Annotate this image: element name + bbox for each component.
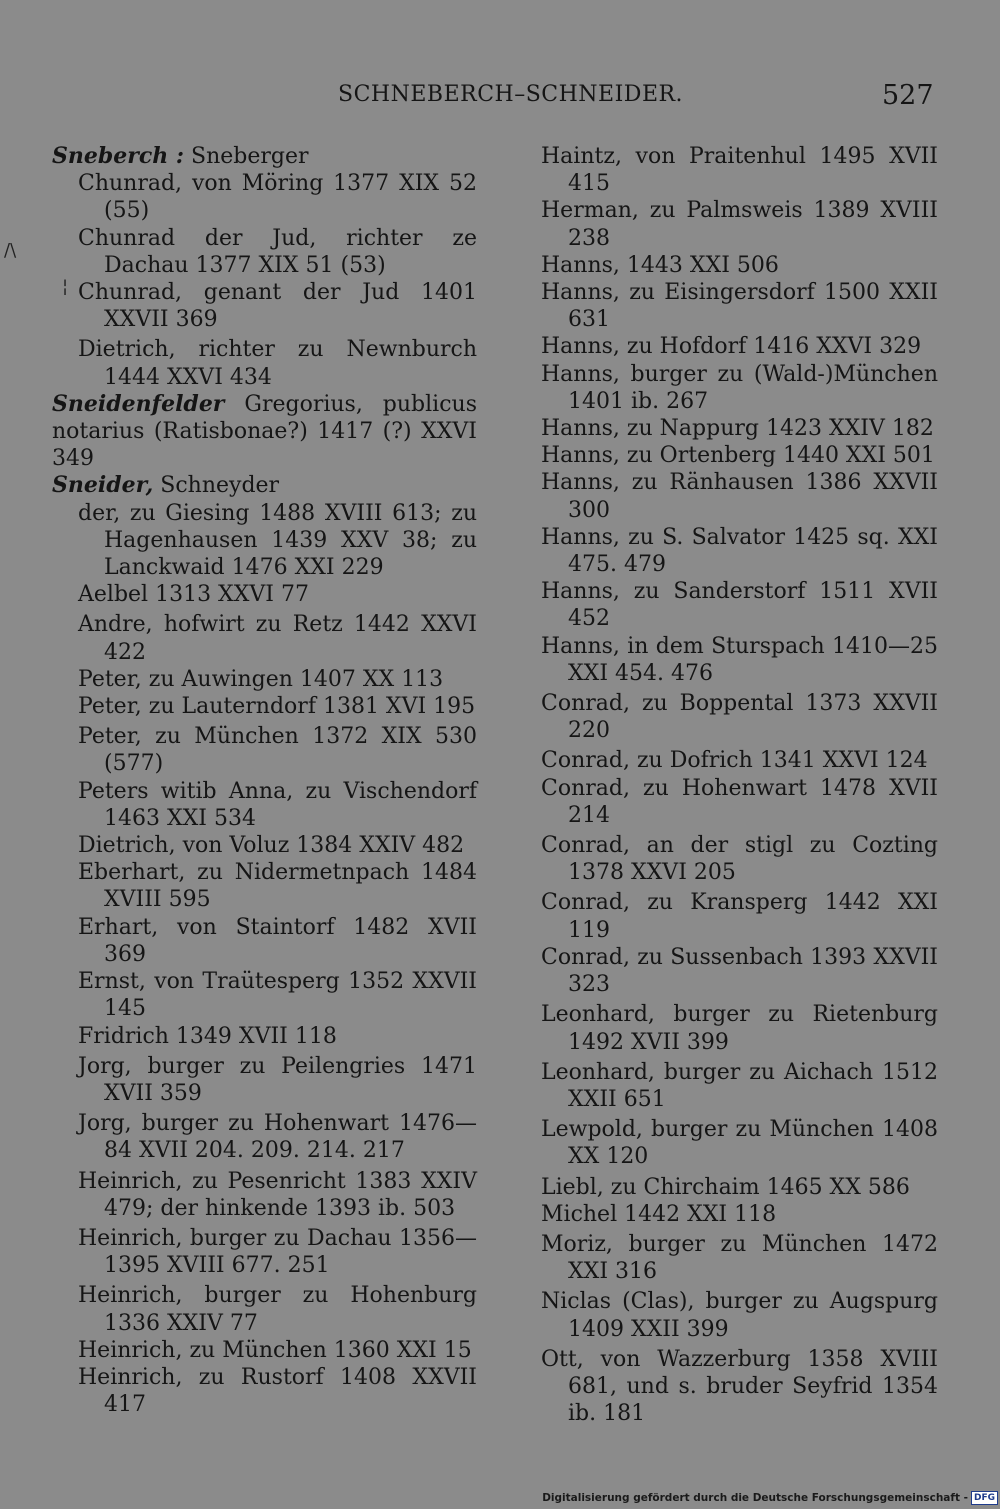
entry-text: Dietrich, richter zu Newnburch 1444 XXVI 434 [78, 337, 477, 390]
index-entry: Leonhard, burger zu Rietenburg 1492 XVII 399 [541, 1002, 938, 1055]
index-entry: Hanns, zu Sanderstorf 1511 XVII 452 [541, 579, 938, 632]
index-entry [52, 611, 477, 665]
index-entry [52, 225, 477, 279]
index-heading [52, 143, 477, 170]
left-column [52, 143, 477, 1418]
index-entry: Conrad, zu Dofrich 1341 XXVI 124 [541, 748, 928, 774]
index-heading [52, 391, 477, 473]
index-entry [52, 968, 477, 1022]
running-head: SCHNEBERCH–SCHNEIDER. [338, 82, 684, 107]
index-entry [52, 279, 477, 333]
entry-text: Chunrad, von Möring 1377 XIX 52 (55) [78, 171, 477, 224]
index-entry: Lewpold, burger zu München 1408 XX 120 [541, 1117, 938, 1170]
index-entry [52, 914, 477, 968]
index-entry: Hanns, zu Ortenberg 1440 XXI 501 [541, 443, 935, 469]
entry-text: Chunrad, genant der Jud 1401 XXVII 369 [78, 280, 477, 333]
index-entry [52, 778, 477, 832]
entry-text: Heinrich, burger zu Hohenburg 1336 XXIV 77 [78, 1283, 477, 1336]
index-entry [52, 1282, 477, 1336]
entry-text: Schneyder [153, 473, 280, 499]
index-entry: Ott, von Wazzerburg 1358 XVIII 681, und s. bruder Seyfrid 1354 ib. 181 [541, 1346, 938, 1427]
index-entry [52, 1364, 477, 1418]
index-entry [52, 1225, 477, 1279]
footer-text: Digitalisierung gefördert durch die Deutsche Forschungsgemeinschaft - [542, 1492, 968, 1504]
entry-text: Aelbel 1313 XXVI 77 [78, 582, 309, 608]
entry-text: der, zu Giesing 1488 XVIII 613; zu Hagenhausen 1439 XXV 38; zu Lanckwaid 1476 XXI 229 [78, 500, 477, 581]
headword: Sneider, [52, 472, 154, 499]
index-entry [52, 336, 477, 390]
index-entry: Hanns, in dem Sturspach 1410—25 XXI 454. 476 [541, 633, 938, 686]
entry-text: Fridrich 1349 XVII 118 [78, 1023, 337, 1049]
index-entry: Haintz, von Praitenhul 1495 XVII 415 [541, 144, 938, 197]
entry-text: Heinrich, zu München 1360 XXI 15 [78, 1337, 472, 1363]
index-entry: Hanns, zu S. Salvator 1425 sq. XXI 475. 479 [541, 524, 938, 578]
index-entry: Hanns, zu Eisingersdorf 1500 XXII 631 [541, 280, 938, 333]
page-header [0, 80, 1000, 114]
entry-text: Gregorius, publicus notarius (Ratisbonae?) 1417 (?) XXVI 349 [52, 391, 477, 472]
index-entry [52, 1023, 477, 1050]
headword: Sneidenfelder [52, 390, 225, 417]
index-entry [52, 723, 477, 777]
index-entry: Conrad, zu Sussenbach 1393 XXVII 323 [541, 944, 938, 998]
index-entry: Conrad, zu Hohenwart 1478 XVII 214 [541, 775, 938, 828]
entry-text: Andre, hofwirt zu Retz 1442 XXVI 422 [78, 612, 477, 665]
page-number: 527 [882, 80, 934, 111]
index-entry: Hanns, zu Hofdorf 1416 XXVI 329 [541, 334, 922, 360]
entry-text: Eberhart, zu Nidermetnpach 1484 XVIII 595 [78, 860, 477, 913]
entry-text: Peters witib Anna, zu Vischendorf 1463 XXI 534 [78, 778, 477, 831]
entry-text: Erhart, von Staintorf 1482 XVII 369 [78, 914, 477, 967]
entry-text: Heinrich, burger zu Dachau 1356—1395 XVIII 677. 251 [78, 1225, 477, 1279]
index-entry: Michel 1442 XXI 118 [541, 1201, 777, 1227]
index-entry [52, 581, 477, 608]
index-entry: Conrad, zu Boppental 1373 XXVII 220 [541, 691, 938, 744]
index-entry: Hanns, 1443 XXI 506 [541, 252, 779, 278]
index-entry: Conrad, zu Kransperg 1442 XXI 119 [541, 890, 938, 943]
index-entry [52, 832, 477, 859]
entry-text: Ernst, von Traütesperg 1352 XXVII 145 [78, 969, 477, 1022]
headword: Sneberch : [52, 143, 185, 169]
index-entry [52, 1337, 477, 1364]
index-entry [52, 666, 477, 693]
entry-text: Heinrich, zu Rustorf 1408 XXVII 417 [78, 1364, 477, 1418]
index-entry: Conrad, an der stigl zu Cozting 1378 XXVI 205 [541, 833, 938, 886]
entry-text: Chunrad der Jud, richter ze Dachau 1377 XIX 51 (53) [78, 225, 477, 278]
index-entry [52, 693, 477, 720]
entry-text: Jorg, burger zu Peilengries 1471 XVII 359 [78, 1053, 477, 1106]
index-entry [52, 1168, 477, 1222]
index-entry: Liebl, zu Chirchaim 1465 XX 586 [541, 1174, 910, 1200]
entry-text: Peter, zu München 1372 XIX 530 (577) [78, 724, 477, 777]
index-entry: Leonhard, burger zu Aichach 1512 XXII 651 [541, 1059, 938, 1112]
index-heading [52, 472, 477, 499]
entry-text: Sneberger [184, 144, 309, 169]
index-entry: Hanns, burger zu (Wald-)München 1401 ib. 267 [541, 361, 938, 414]
index-entry: Hanns, zu Ränhausen 1386 XXVII 300 [541, 470, 938, 523]
entry-text: Heinrich, zu Pesenricht 1383 XXIV 479; der hinkende 1393 ib. 503 [78, 1168, 477, 1221]
margin-bar-icon: ¦ [62, 276, 69, 297]
index-entry: Niclas (Clas), burger zu Augspurg 1409 XXII 399 [541, 1289, 938, 1342]
index-entry [52, 859, 477, 913]
index-entry: Hanns, zu Nappurg 1423 XXIV 182 [541, 416, 934, 442]
dfg-logo: DFG [971, 1491, 998, 1505]
footer-credit [542, 1491, 998, 1505]
index-entry [52, 500, 477, 582]
index-entry: Moriz, burger zu München 1472 XXI 316 [541, 1231, 938, 1285]
entry-text: Peter, zu Lauterndorf 1381 XVI 195 [78, 694, 476, 720]
right-column [541, 143, 938, 1427]
entry-text: Jorg, burger zu Hohenwart 1476—84 XVII 204. 209. 214. 217 [78, 1111, 477, 1164]
entry-text: Peter, zu Auwingen 1407 XX 113 [78, 666, 444, 692]
index-entry [52, 1053, 477, 1107]
margin-mark-icon: /\ [4, 240, 17, 261]
index-entry [52, 170, 477, 224]
index-entry: Herman, zu Palmsweis 1389 XVIII 238 [541, 198, 938, 251]
index-entry [52, 1110, 477, 1164]
entry-text: Dietrich, von Voluz 1384 XXIV 482 [78, 833, 465, 859]
